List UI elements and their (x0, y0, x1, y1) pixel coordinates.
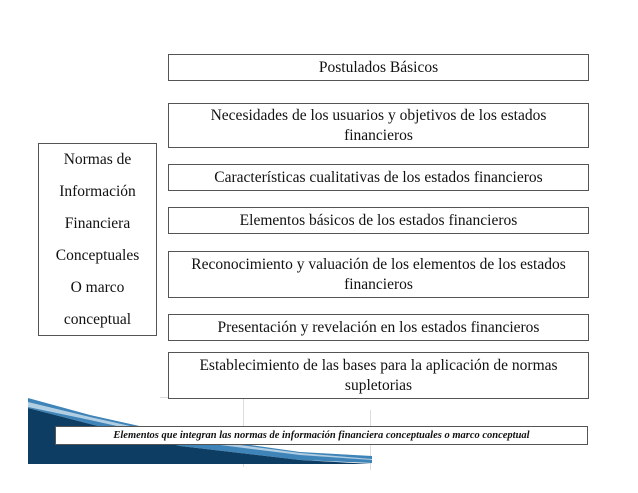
left-box-line: Normas de (63, 151, 132, 168)
left-box-line: Financiera (64, 215, 131, 232)
left-box-line: conceptual (63, 311, 132, 328)
box-presentacion-revelacion (168, 314, 589, 341)
box-normas-supletorias (168, 352, 589, 399)
caption-text: Elementos que integran las normas de información financiera conceptuales o marco conceptual (113, 430, 530, 441)
box-caracteristicas-cualitativas (168, 164, 589, 191)
box-label: Reconocimiento y valuación de los elementos de los estados financieros (191, 255, 566, 293)
box-label: Elementos básicos de los estados financieros (239, 211, 518, 229)
left-box-line: O marco (70, 279, 125, 296)
caption (55, 426, 588, 445)
box-label: Necesidades de los usuarios y objetivos de los estados financieros (210, 106, 547, 144)
box-reconocimiento-valuacion (168, 251, 589, 298)
box-label: Postulados Básicos (318, 58, 439, 76)
box-label: Establecimiento de las bases para la aplicación de normas supletorias (199, 356, 558, 394)
box-postulados-basicos (168, 54, 589, 81)
left-box-normas (38, 143, 157, 336)
box-label: Presentación y revelación en los estados financieros (217, 318, 540, 336)
left-box-line: Conceptuales (55, 247, 140, 264)
left-box-line: Información (59, 183, 136, 200)
box-label: Características cualitativas de los estados financieros (214, 168, 543, 186)
box-elementos-basicos (168, 207, 589, 234)
box-necesidades-usuarios (168, 103, 589, 148)
